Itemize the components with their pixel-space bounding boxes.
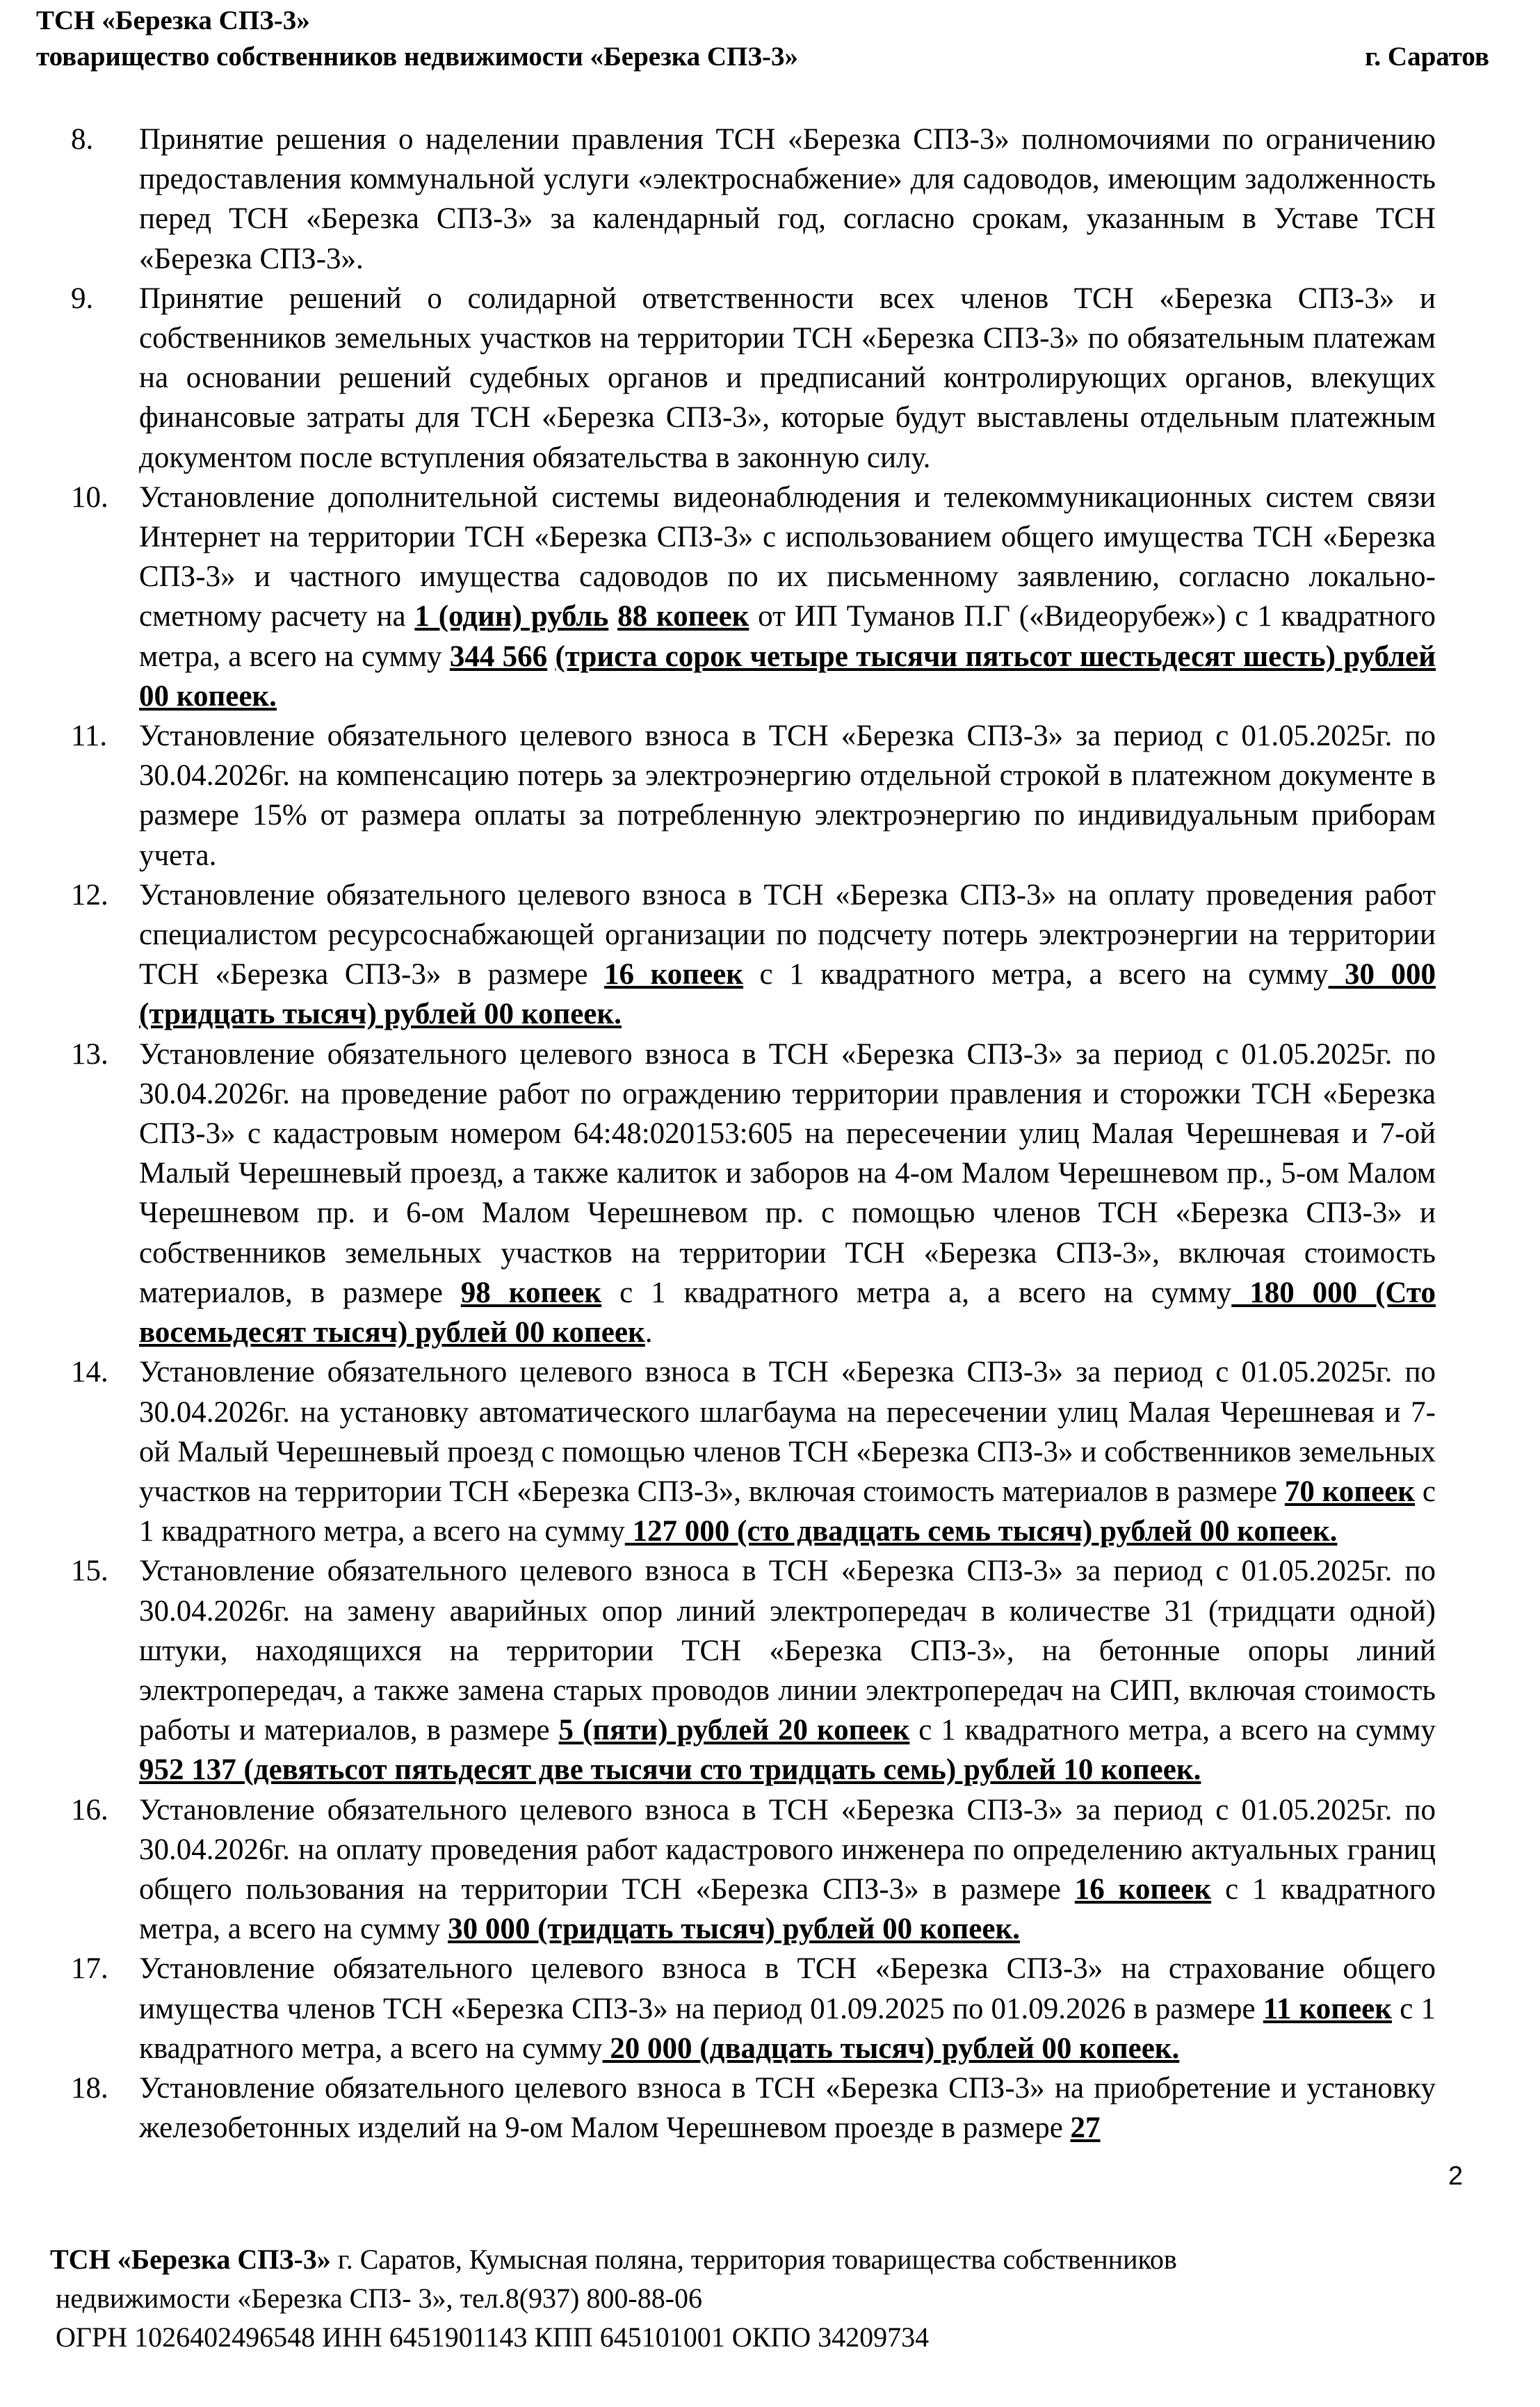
agenda-item-number: 11. [71, 720, 108, 753]
agenda-item [71, 1551, 1436, 1790]
item-text: . [645, 1316, 653, 1350]
footer [50, 2240, 1177, 2357]
item-text: Установление обязательного целевого взноса в ТСН «Березка СПЗ-3» за период с 01.05.2025г. по 30.04.2026г. на компенсацию потерь за электроэнергию отдельной строкой в платежном документе в размере 15% от размера оплаты за потребленную электроэнергию по индивидуальным приборам учета. [139, 720, 1436, 872]
item-text: Установление обязательного целевого взноса в ТСН «Березка СПЗ-3» за период с 01.05.2025г. по 30.04.2026г. на замену аварийных опор линий электропередач в количестве 31 (тридцати одной) штуки, находящихся на территории ТСН «Березка СПЗ-3», на бетонные опоры линий электропередач, а также замена старых проводов линии электропередач на СИП, включая стоимость работы и материалов, в размере [139, 1555, 1436, 1747]
amount-highlight: 16 копеек [1074, 1872, 1212, 1906]
agenda-item-number: 10. [71, 480, 108, 514]
item-text: Установление дополнительной системы видеонаблюдения и телекоммуникационных систем связи Интернет на территории ТСН «Березка СПЗ-3» с использованием общего имущества ТСН «Березка СПЗ-3» и частного имущества садоводов по их письменному заявлению, согласно локально-сметному расчету на [139, 480, 1436, 633]
agenda-item-number: 13. [71, 1037, 108, 1071]
agenda-item [71, 1949, 1436, 2068]
item-text: Установление обязательного целевого взноса в ТСН «Березка СПЗ-3» за период с 01.05.2025г. по 30.04.2026г. на проведение работ по ограждению территории правления и сторожки ТСН «Березка СПЗ-3» с кадастровым номером 64:48:020153:605 на пересечении улиц Малая Черешневая и 7-ой Малый Черешневый проезд, а также калиток и заборов на 4-ом Малом Черешневом пр., 5-ом Малом Черешневом пр. и 6-ом Малом Черешневом пр. с помощью членов ТСН «Березка СПЗ-3» и собственников земельных участков на территории ТСН «Березка СПЗ-3», включая стоимость материалов, в размере [139, 1037, 1436, 1309]
agenda-item-number: 8. [71, 123, 94, 156]
item-text: Установление обязательного целевого взноса в ТСН «Березка СПЗ-3» за период с 01.05.2025г. по 30.04.2026г. на установку автоматического шлагбаума на пересечении улиц Малая Черешневая и 7-ой Малый Черешневый проезд с помощью членов ТСН «Березка СПЗ-3» и собственников земельных участков на территории ТСН «Березка СПЗ-3», включая стоимость материалов в размере [139, 1356, 1436, 1508]
amount-highlight: 11 копеек [1263, 1992, 1393, 2025]
agenda-item [71, 716, 1436, 875]
amount-highlight: 952 137 (девятьсот пятьдесят две тысячи сто тридцать семь) рублей 10 копеек. [139, 1753, 1201, 1787]
agenda-item [71, 875, 1436, 1035]
agenda-item [71, 279, 1436, 478]
agenda-item-number: 17. [71, 1952, 108, 1986]
header-org-full: товарищество собственников недвижимости «Березка СПЗ-3» [36, 42, 798, 72]
agenda-item-number: 12. [71, 878, 108, 911]
amount-highlight: 88 копеек [617, 600, 749, 633]
amount-highlight: 127 000 (сто двадцать семь тысяч) рублей 00 копеек. [624, 1515, 1338, 1548]
amount-highlight: 27 [1070, 2112, 1101, 2145]
item-text: с 1 квадратного метра, а всего на сумму [139, 1475, 1436, 1548]
item-text [608, 600, 617, 633]
amount-highlight: 5 (пяти) рублей 20 копеек [558, 1714, 910, 1747]
amount-highlight: 1 (один) рубль [414, 600, 609, 633]
item-text: с 1 квадратного метра а, а всего на сумму [601, 1276, 1232, 1309]
header-line2 [36, 39, 1489, 75]
amount-highlight: 344 566 [449, 640, 548, 673]
agenda-item [71, 1352, 1436, 1551]
agenda-item-number: 14. [71, 1356, 108, 1389]
agenda-item [71, 120, 1436, 279]
header-city: г. Саратов [1365, 42, 1489, 72]
item-text: от ИП Туманов П.Г («Видеорубеж») с 1 квадратного метра, а всего на сумму [139, 600, 1436, 673]
item-text: Установление обязательного целевого взноса в ТСН «Березка СПЗ-3» на приобретение и установку железобетонных изделий на 9-ом Малом Черешневом проезде в размере [139, 2071, 1436, 2145]
amount-highlight: 16 копеек [604, 958, 743, 991]
agenda-item [71, 1790, 1436, 1950]
item-text: Принятие решения о наделении правления ТСН «Березка СПЗ-3» полномочиями по ограничению предоставления коммунальной услуги «электроснабжение» для садоводов, имеющим задолженность перед ТСН «Березка СПЗ-3» за календарный год, согласно срокам, указанным в Уставе ТСН «Березка СПЗ-3». [139, 123, 1436, 275]
footer-line-1 [50, 2240, 1177, 2279]
item-text: Установление обязательного целевого взноса в ТСН «Березка СПЗ-3» на оплату проведения работ специалистом ресурсоснабжающей организации по подсчету потерь электроэнергии на территории ТСН «Березка СПЗ-3» в размере [139, 878, 1436, 991]
agenda-item-number: 15. [71, 1555, 108, 1588]
amount-highlight: 70 копеек [1284, 1475, 1416, 1508]
page-number: 2 [1448, 2162, 1464, 2191]
item-text: с 1 квадратного метра, а всего на сумму [909, 1714, 1436, 1747]
agenda-item [71, 1035, 1436, 1353]
item-text: Установление обязательного целевого взноса в ТСН «Березка СПЗ-3» на страхование общего имущества членов ТСН «Березка СПЗ-3» на период 01.09.2025 по 01.09.2026 в размере [139, 1952, 1436, 2025]
amount-highlight: 30 000 (тридцать тысяч) рублей 00 копеек. [448, 1913, 1020, 1946]
agenda-item [71, 2068, 1436, 2148]
header-org-short: ТСН «Березка СПЗ-3» [36, 6, 310, 35]
footer-org-name: ТСН «Березка СПЗ-3» [50, 2244, 331, 2275]
agenda-item-number: 18. [71, 2071, 108, 2105]
amount-highlight: 180 000 (Сто восемьдесят тысяч) рублей 00 копеек [139, 1276, 1436, 1350]
amount-highlight: 20 000 (двадцать тысяч) рублей 00 копеек. [602, 2032, 1180, 2065]
item-text: Принятие решений о солидарной ответственности всех членов ТСН «Березка СПЗ-3» и собственников земельных участков на территории ТСН «Березка СПЗ-3» по обязательным платежам на основании решений судебных органов и предписаний контролирующих органов, влекущих финансовые затраты для ТСН «Березка СПЗ-3», которые будут выставлены отдельным платежным документом после вступления обязательства в законную силу. [139, 282, 1436, 474]
footer-address: г. Саратов, Кумысная поляна, территория товарищества собственников [330, 2244, 1177, 2275]
agenda-list [71, 120, 1436, 2148]
agenda-item [71, 478, 1436, 716]
agenda-item-number: 16. [71, 1793, 108, 1826]
item-text [547, 640, 555, 673]
footer-line-3: ОГРН 1026402496548 ИНН 6451901143 КПП 645101001 ОКПО 34209734 [56, 2321, 930, 2353]
amount-highlight: (триста сорок четыре тысячи пятьсот шестьдесят шесть) рублей 00 копеек. [139, 640, 1436, 713]
item-text: с 1 квадратного метра, а всего на сумму [139, 1872, 1436, 1946]
amount-highlight: 30 000 (тридцать тысяч) рублей 00 копеек. [139, 958, 1436, 1031]
item-text: с 1 квадратного метра, а всего на сумму [139, 1992, 1436, 2065]
item-text: с 1 квадратного метра, а всего на сумму [743, 958, 1329, 991]
agenda-item-number: 9. [71, 282, 94, 315]
amount-highlight: 98 копеек [460, 1276, 602, 1309]
item-text: Установление обязательного целевого взноса в ТСН «Березка СПЗ-3» за период с 01.05.2025г. по 30.04.2026г. на оплату проведения работ кадастрового инженера по определению актуальных границ общего пользования на территории ТСН «Березка СПЗ-3» в размере [139, 1793, 1436, 1906]
footer-line-2: недвижимости «Березка СПЗ- 3», тел.8(937) 800-88-06 [56, 2283, 703, 2314]
